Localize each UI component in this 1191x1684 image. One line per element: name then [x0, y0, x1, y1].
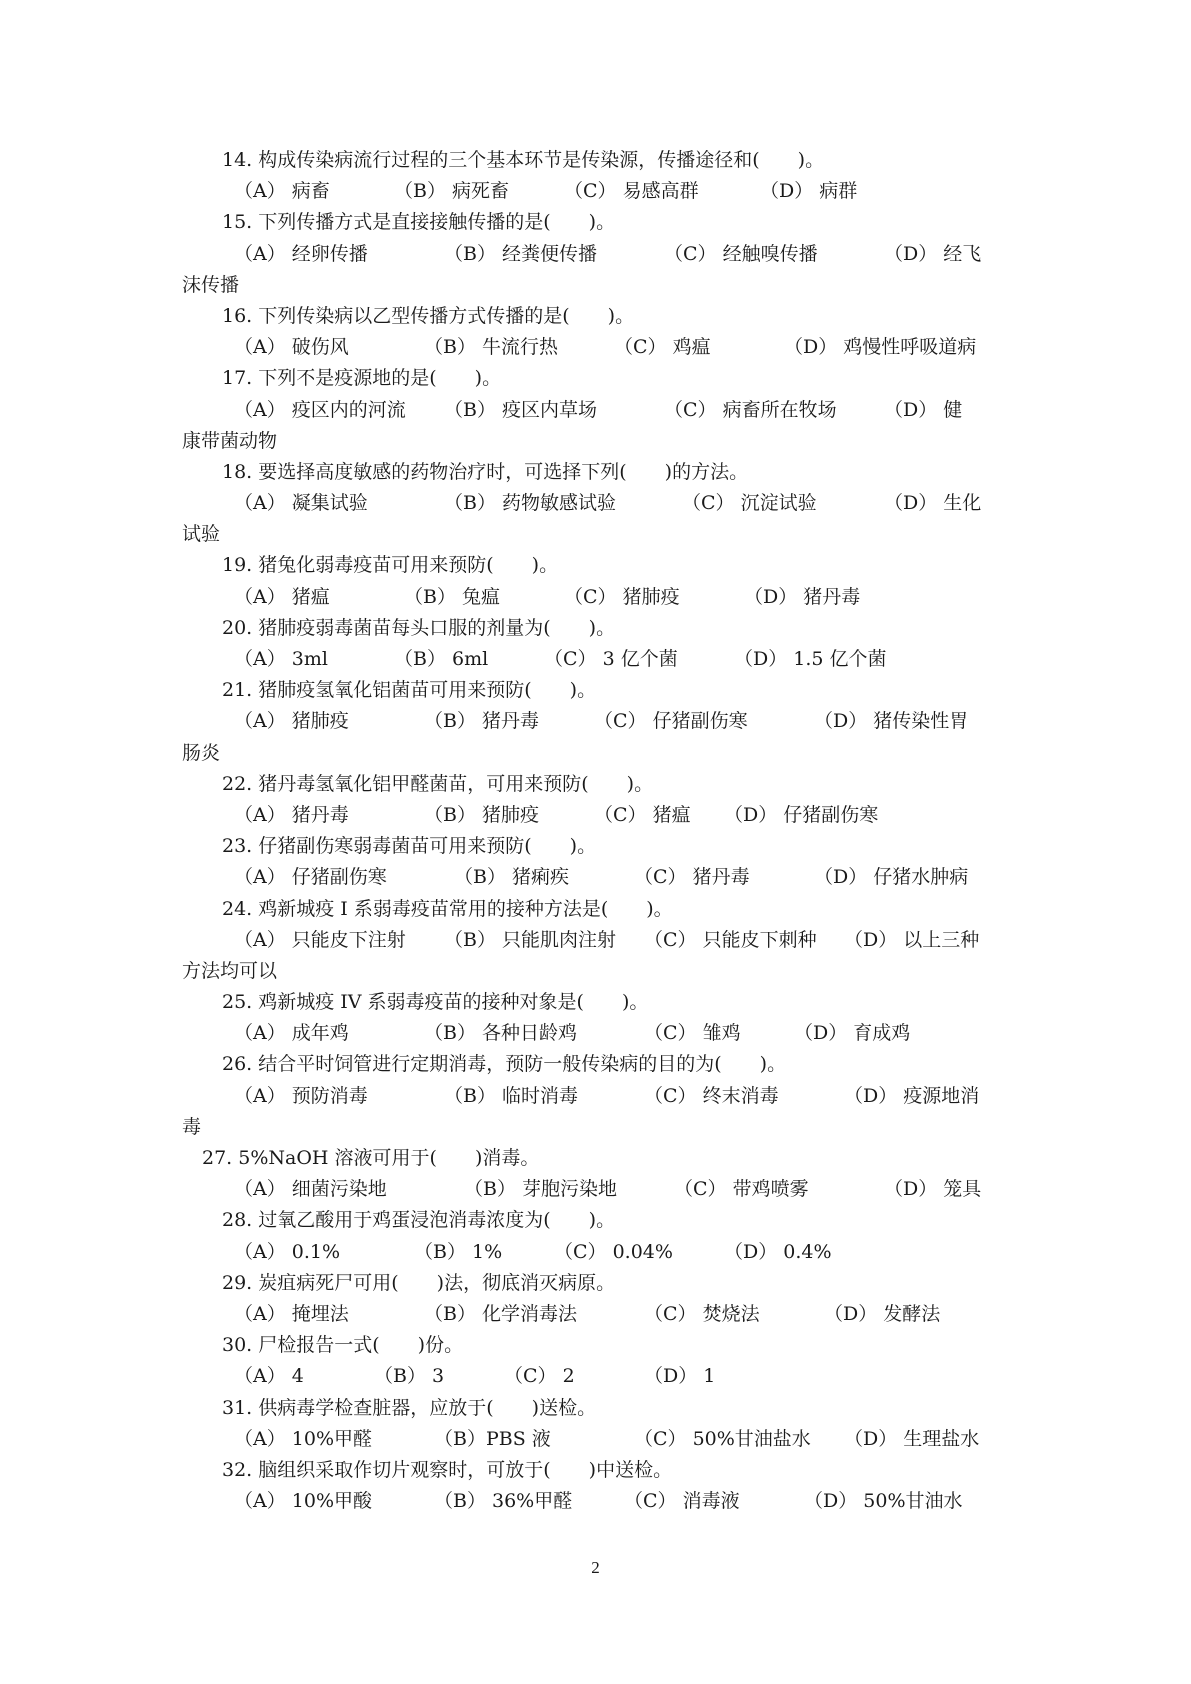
question-30-options: [182, 1361, 1012, 1392]
question-31-stem: 31. 供病毒学检查脏器，应放于( )送检。: [222, 1396, 597, 1419]
option-d: （D） 经飞: [884, 242, 982, 265]
option-b: （B） 化学消毒法: [424, 1302, 578, 1325]
option-d: （D） 仔猪副伤寒: [724, 803, 879, 826]
option-c: （C） 终末消毒: [644, 1084, 779, 1107]
option-b: （B） 药物敏感试验: [444, 492, 617, 515]
question-31-options: [182, 1424, 1012, 1455]
question-29-options: [182, 1299, 1012, 1330]
option-c: （C） 经触嗅传播: [664, 242, 818, 265]
option-c: （C） 只能皮下刺种: [644, 928, 817, 951]
question-16-stem: 16. 下列传染病以乙型传播方式传播的是( )。: [222, 304, 635, 327]
question-26-stem: 26. 结合平时饲管进行定期消毒，预防一般传染病的目的为( )。: [222, 1053, 787, 1076]
question-21-stem: 21. 猪肺疫氢氧化铝菌苗可用来预防( )。: [222, 679, 597, 702]
option-a: （A） 10%甲酸: [234, 1490, 372, 1513]
question-14-options: [182, 176, 1012, 207]
question-23-stem: 23. 仔猪副伤寒弱毒菌苗可用来预防( )。: [222, 835, 597, 858]
question-32-stem: 32. 脑组织采取作切片观察时，可放于( )中送检。: [222, 1458, 673, 1481]
option-a: （A） 只能皮下注射: [234, 928, 406, 951]
option-a: （A） 成年鸡: [234, 1022, 349, 1045]
question-17-options: [182, 395, 1012, 426]
question-25-stem: 25. 鸡新城疫 IV 系弱毒疫苗的接种对象是( )。: [222, 991, 649, 1014]
question-26-continuation: 毒: [182, 1115, 202, 1138]
option-d: （D） 健: [884, 398, 963, 421]
question-18-stem: 18. 要选择高度敏感的药物治疗时，可选择下列( )的方法。: [222, 460, 749, 483]
question-21-options: [182, 706, 1012, 737]
option-b: （B） 兔瘟: [404, 585, 501, 608]
option-a: （A） 掩埋法: [234, 1302, 349, 1325]
option-c: （C） 带鸡喷雾: [674, 1178, 809, 1201]
question-19-options: [182, 582, 1012, 613]
option-b: （B） 3: [374, 1365, 445, 1388]
option-a: （A） 猪丹毒: [234, 803, 349, 826]
option-c: （C） 鸡瘟: [614, 336, 711, 359]
option-a: （A） 3ml: [234, 648, 328, 670]
question-28-stem: 28. 过氧乙酸用于鸡蛋浸泡消毒浓度为( )。: [222, 1209, 616, 1232]
option-c: （C） 焚烧法: [644, 1302, 760, 1325]
option-b: （B） 经粪便传播: [444, 242, 598, 265]
option-c: （C） 猪丹毒: [634, 866, 750, 889]
option-b: （B） 36%甲醛: [434, 1490, 573, 1513]
option-d: （D） 病群: [760, 180, 858, 203]
option-d: （D） 发酵法: [824, 1302, 941, 1325]
option-a: （A） 破伤风: [234, 336, 349, 359]
option-b: （B） 1%: [414, 1240, 503, 1263]
question-15-options: [182, 239, 1012, 270]
option-c: （C） 雏鸡: [644, 1022, 741, 1045]
question-30-stem: 30. 尸检报告一式( )份。: [222, 1334, 464, 1357]
option-b: （B） 猪肺疫: [424, 803, 540, 826]
question-17-continuation: 康带菌动物: [182, 429, 278, 452]
option-b: （B） 各种日龄鸡: [424, 1022, 578, 1045]
option-d: （D） 1.5 亿个菌: [734, 648, 887, 670]
option-d: （D） 鸡慢性呼吸道病: [784, 336, 977, 359]
option-a: （A） 0.1%: [234, 1240, 341, 1263]
option-c: （C） 易感高群: [564, 180, 699, 203]
option-b: （B）PBS 液: [434, 1427, 551, 1450]
question-18-continuation: 试验: [182, 523, 221, 546]
option-b: （B） 牛流行热: [424, 336, 559, 359]
option-c: （C） 仔猪副伤寒: [594, 710, 748, 733]
option-c: （C） 消毒液: [624, 1490, 740, 1513]
option-b: （B） 病死畜: [394, 180, 510, 203]
option-d: （D） 猪丹毒: [744, 585, 861, 608]
question-25-options: [182, 1018, 1012, 1049]
option-c: （C） 3 亿个菌: [544, 648, 678, 670]
option-b: （B） 猪痢疾: [454, 866, 570, 889]
option-a: （A） 10%甲醛: [234, 1427, 372, 1450]
option-a: （A） 猪肺疫: [234, 710, 349, 733]
option-c: （C） 病畜所在牧场: [664, 398, 837, 421]
option-a: （A） 预防消毒: [234, 1084, 368, 1107]
question-20-options: [182, 644, 1012, 675]
question-24-options: [182, 925, 1012, 956]
option-a: （A） 经卵传播: [234, 242, 368, 265]
option-d: （D） 1: [644, 1365, 716, 1388]
option-c: （C） 沉淀试验: [682, 492, 817, 515]
option-b: （B） 猪丹毒: [424, 710, 540, 733]
option-c: （C） 猪瘟: [594, 803, 691, 826]
option-c: （C） 2: [504, 1365, 575, 1388]
question-14-stem: 14. 构成传染病流行过程的三个基本环节是传染源，传播途径和( )。: [222, 149, 825, 171]
option-b: （B） 疫区内草场: [444, 398, 598, 421]
option-b: （B） 6ml: [394, 648, 489, 670]
question-22-options: [182, 800, 1012, 831]
question-27-stem: 27. 5%NaOH 溶液可用于( )消毒。: [202, 1147, 540, 1169]
option-a: （A） 猪瘟: [234, 585, 330, 608]
option-d: （D） 以上三种: [844, 928, 980, 951]
option-b: （B） 临时消毒: [444, 1084, 579, 1107]
option-a: （A） 疫区内的河流: [234, 398, 406, 421]
question-29-stem: 29. 炭疽病死尸可用( )法，彻底消灭病原。: [222, 1271, 616, 1294]
option-c: （C） 0.04%: [554, 1240, 673, 1263]
option-d: （D） 生理盐水: [844, 1427, 980, 1450]
option-d: （D） 仔猪水肿病: [814, 866, 969, 889]
question-20-stem: 20. 猪肺疫弱毒菌苗每头口服的剂量为( )。: [222, 616, 616, 639]
option-a: （A） 4: [234, 1365, 304, 1388]
option-b: （B） 芽胞污染地: [464, 1178, 618, 1201]
option-a: （A） 仔猪副伤寒: [234, 866, 387, 889]
question-32-options: [182, 1486, 1012, 1517]
option-a: （A） 细菌污染地: [234, 1178, 387, 1201]
question-28-options: [182, 1237, 1012, 1268]
page-number: 2: [591, 1558, 600, 1577]
question-26-options: [182, 1081, 1012, 1112]
option-d: （D） 育成鸡: [794, 1022, 911, 1045]
question-22-stem: 22. 猪丹毒氢氧化铝甲醛菌苗，可用来预防( )。: [222, 772, 654, 795]
option-b: （B） 只能肌肉注射: [444, 928, 617, 951]
question-list: [182, 145, 1012, 1517]
question-15-stem: 15. 下列传播方式是直接接触传播的是( )。: [222, 211, 616, 234]
option-d: （D） 50%甘油水: [804, 1490, 963, 1513]
question-24-stem: 24. 鸡新城疫 I 系弱毒疫苗常用的接种方法是( )。: [222, 897, 673, 920]
question-16-options: [182, 332, 1012, 363]
question-15-continuation: 沫传播: [182, 273, 240, 296]
question-18-options: [182, 488, 1012, 519]
question-23-options: [182, 862, 1012, 893]
option-a: （A） 凝集试验: [234, 492, 368, 515]
option-c: （C） 50%甘油盐水: [634, 1427, 811, 1450]
option-d: （D） 猪传染性胃: [814, 710, 969, 733]
option-d: （D） 生化: [884, 492, 982, 515]
question-27-options: [182, 1174, 1012, 1205]
question-19-stem: 19. 猪兔化弱毒疫苗可用来预防( )。: [222, 554, 559, 577]
question-24-continuation: 方法均可以: [182, 959, 278, 982]
option-a: （A） 病畜: [234, 180, 330, 203]
question-21-continuation: 肠炎: [182, 741, 221, 764]
question-17-stem: 17. 下列不是疫源地的是( )。: [222, 367, 502, 390]
option-d: （D） 0.4%: [724, 1240, 832, 1263]
option-d: （D） 疫源地消: [844, 1084, 980, 1107]
option-d: （D） 笼具: [884, 1178, 982, 1201]
option-c: （C） 猪肺疫: [564, 585, 680, 608]
